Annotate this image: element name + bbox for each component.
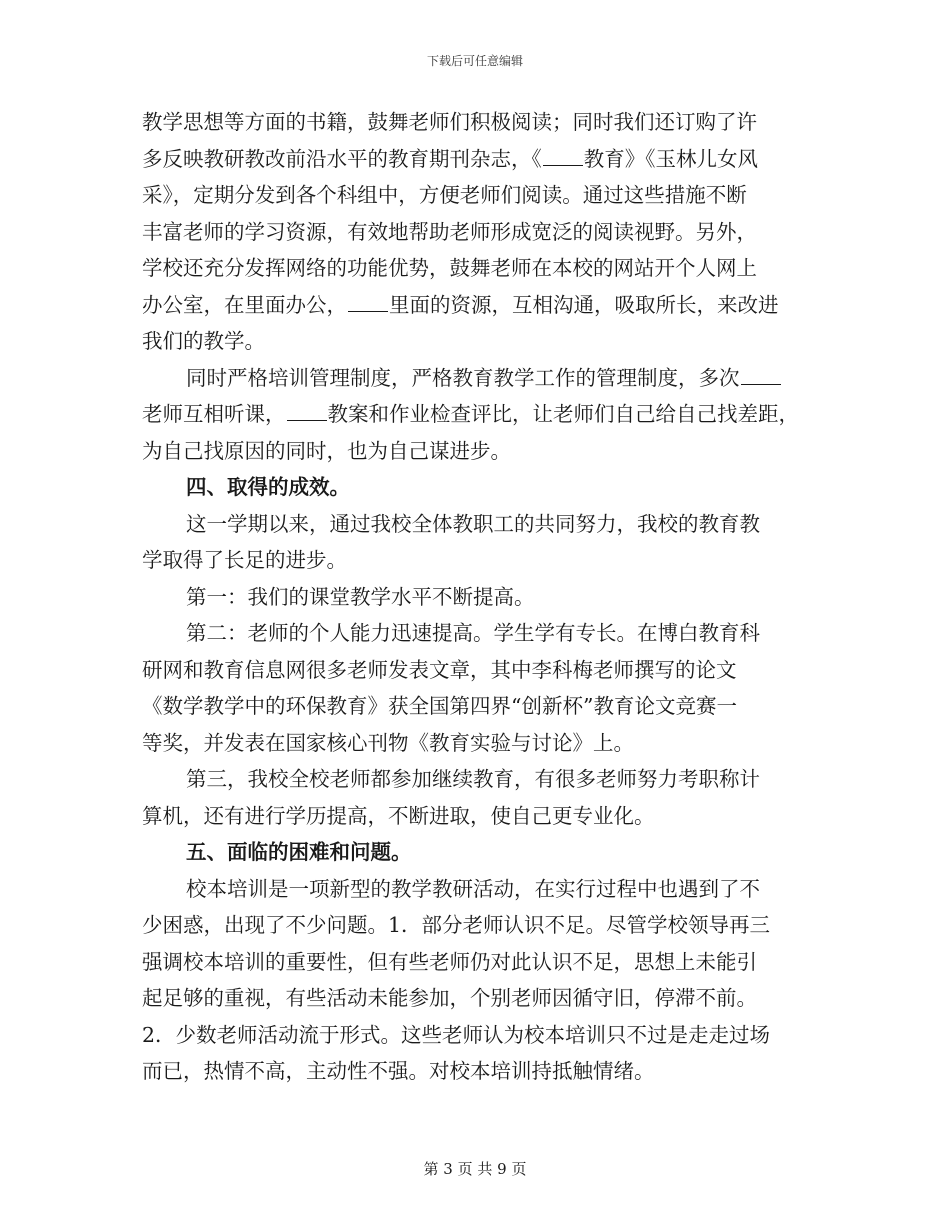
text-line: 算机，还有进行学历提高，不断进取，使自己更专业化。 [142,803,655,828]
text-line: 教学思想等方面的书籍，鼓舞老师们积极阅读；同时我们还订购了许 [142,110,757,134]
text-line: 办公室，在里面办公， 里面的资源，互相沟通，吸取所长，来改进 [142,292,779,317]
document-body [142,104,818,1090]
text-line: 第三，我校全校老师都参加继续教育，有很多老师努力考职称计 [186,767,760,791]
text-line: 校本培训是一项新型的教学教研活动，在实行过程中也遇到了不 [186,876,760,901]
section-heading: 五、面临的困难和问题。 [186,840,412,864]
fill-blank [741,368,781,385]
page-number: 第 3 页 共 9 页 [423,1160,527,1178]
text-line: 少困惑，出现了不少问题。1．部分老师认识不足。尽管学校领导再三 [142,913,771,937]
text-line: 多反映教研教改前沿水平的教育期刊杂志，《 教育》《玉林儿女风 [142,146,758,171]
text-line: 2．少数老师活动流于形式。这些老师认为校本培训只不过是走走过场 [142,1022,771,1047]
text-line: 强调校本培训的重要性，但有些老师仍对此认识不足，思想上未能引 [142,949,757,974]
text-line: 学取得了长足的进步。 [142,548,347,572]
fill-blank [543,149,583,166]
text-line: 第二：老师的个人能力迅速提高。学生学有专长。在博白教育科 [186,621,760,645]
page-header-note: 下载后可任意编辑 [426,54,523,68]
text-line: 研网和教育信息网很多老师发表文章，其中李科梅老师撰写的论文 [142,657,737,682]
text-line: 采》，定期分发到各个科组中，方便老师们阅读。通过这些措施不断 [142,183,747,207]
text-line: 等奖，并发表在国家核心刊物《教育实验与讨论》上。 [142,730,634,755]
text-line: 我们的教学。 [142,329,265,353]
fill-blank [348,295,388,312]
text-line: 这一学期以来，通过我校全体教职工的共同努力，我校的教育教 [186,511,760,536]
fill-blank [287,404,327,421]
text-line: 起足够的重视，有些活动未能参加，个别老师因循守旧，停滞不前。 [142,986,757,1010]
text-line: 丰富老师的学习资源，有效地帮助老师形成宽泛的阅读视野。另外， [142,219,757,244]
text-line: 第一：我们的课堂教学水平不断提高。 [186,584,535,609]
text-line: 为自己找原因的同时，也为自己谋进步。 [142,438,511,463]
text-line: 而已，热情不高，主动性不强。对校本培训持抵触情绪。 [142,1059,655,1083]
text-line: 学校还充分发挥网络的功能优势，鼓舞老师在本校的网站开个人网上 [142,256,757,280]
text-line: 老师互相听课， 教案和作业检查评比，让老师们自己给自己找差距， [142,402,799,426]
section-heading: 四、取得的成效。 [186,475,350,499]
text-line: 《数学教学中的环保教育》获全国第四界“创新杯”教育论文竞赛一 [142,694,737,718]
text-line: 同时严格培训管理制度，严格教育教学工作的管理制度，多次 [142,360,818,397]
